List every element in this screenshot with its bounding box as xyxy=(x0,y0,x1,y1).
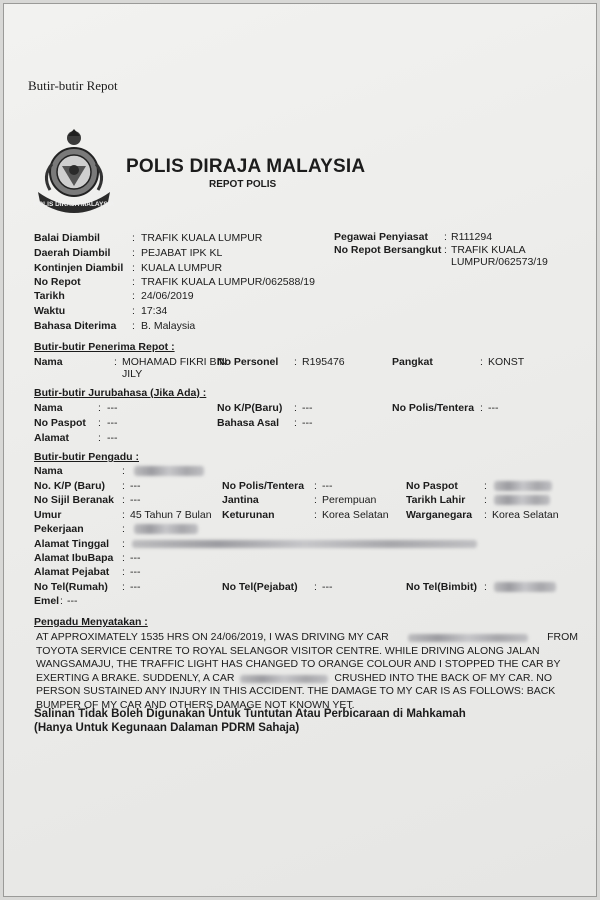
jurubahasa-nama-label: Nama xyxy=(34,402,63,414)
daerah-label: Daerah Diambil xyxy=(34,247,111,259)
colon: : xyxy=(122,509,125,521)
bahasa-label: Bahasa Diterima xyxy=(34,320,117,332)
colon: : xyxy=(114,356,117,368)
pengadu-jantina-label: Jantina xyxy=(222,494,259,506)
no-repot-label: No Repot xyxy=(34,276,81,288)
pengadu-umur-value: 45 Tahun 7 Bulan xyxy=(130,509,212,521)
colon: : xyxy=(314,494,317,506)
kontinjen-label: Kontinjen Diambil xyxy=(34,262,124,274)
tarikh-value: 24/06/2019 xyxy=(141,290,194,302)
colon: : xyxy=(132,320,135,332)
jurubahasa-bahasa-label: Bahasa Asal xyxy=(217,417,280,429)
pengadu-warganegara-value: Korea Selatan xyxy=(492,509,559,521)
colon: : xyxy=(98,432,101,444)
section-pengadu: Butir-butir Pengadu : xyxy=(34,451,139,463)
redacted-occupation xyxy=(134,524,198,534)
colon: : xyxy=(484,509,487,521)
redacted-birthdate xyxy=(494,495,550,505)
bersangkut-label: No Repot Bersangkut xyxy=(334,244,442,256)
bahasa-value: B. Malaysia xyxy=(141,320,196,332)
pengadu-sijil-value: --- xyxy=(130,494,141,506)
colon: : xyxy=(132,232,135,244)
jurubahasa-polis-label: No Polis/Tentera xyxy=(392,402,475,414)
redacted-plate xyxy=(408,634,528,642)
statement-text: CRUSHED INTO THE BACK OF MY CAR. NO xyxy=(334,671,553,684)
pengadu-telrumah-label: No Tel(Rumah) xyxy=(34,581,108,593)
pengadu-pekerjaan-label: Pekerjaan xyxy=(34,523,84,535)
pengadu-paspot-label: No Paspot xyxy=(406,480,458,492)
footer-notice-sub: (Hanya Untuk Kegunaan Dalaman PDRM Sahaja) xyxy=(34,722,300,734)
colon: : xyxy=(132,290,135,302)
colon: : xyxy=(98,417,101,429)
crest-banner-text: POLIS DIRAJA MALAYSIA xyxy=(33,201,115,208)
pengadu-tinggal-label: Alamat Tinggal xyxy=(34,538,110,550)
footer-notice: Salinan Tidak Boleh Digunakan Untuk Tuntutan Atau Perbicaraan di Mahkamah xyxy=(34,708,466,720)
colon: : xyxy=(444,244,447,256)
colon: : xyxy=(294,417,297,429)
pengadu-emel-label: Emel xyxy=(34,595,60,607)
pengadu-polis-value: --- xyxy=(322,480,333,492)
pengadu-polis-label: No Polis/Tentera xyxy=(222,480,305,492)
colon: : xyxy=(122,581,125,593)
tarikh-label: Tarikh xyxy=(34,290,65,302)
police-crest-icon xyxy=(32,126,116,218)
statement-text: FROM xyxy=(547,631,578,643)
pengadu-telrumah-value: --- xyxy=(130,581,141,593)
redacted-address xyxy=(132,540,477,548)
colon: : xyxy=(484,581,487,593)
colon: : xyxy=(484,480,487,492)
pengadu-keturunan-label: Keturunan xyxy=(222,509,275,521)
daerah-value: PEJABAT IPK KL xyxy=(141,247,223,259)
pengadu-emel-value: --- xyxy=(67,595,78,607)
penerima-nama-value-cont: JILY xyxy=(122,368,143,380)
redacted-name xyxy=(134,466,204,476)
statement-text: EXERTING A BRAKE. SUDDENLY, A CAR xyxy=(36,671,235,684)
pengadu-ibubapa-label: Alamat IbuBapa xyxy=(34,552,114,564)
pengadu-telpejabat-value: --- xyxy=(322,581,333,593)
colon: : xyxy=(294,402,297,414)
pengadu-ibubapa-value: --- xyxy=(130,552,141,564)
bersangkut-value: TRAFIK KUALA xyxy=(451,244,526,256)
penerima-nama-value: MOHAMAD FIKRI BIN xyxy=(122,356,228,368)
colon: : xyxy=(294,356,297,368)
bersangkut-value-cont: LUMPUR/062573/19 xyxy=(451,256,548,268)
statement-line xyxy=(36,672,578,686)
colon: : xyxy=(480,402,483,414)
statement-line: PERSON SUSTAINED ANY INJURY IN THIS ACCIDENT. THE DAMAGE TO MY CAR IS AS FOLLOWS: BACK xyxy=(36,685,556,698)
statement-body xyxy=(36,631,578,713)
waktu-label: Waktu xyxy=(34,305,66,317)
pengadu-warganegara-label: Warganegara xyxy=(406,509,473,521)
colon: : xyxy=(132,305,135,317)
jurubahasa-polis-value: --- xyxy=(488,402,499,414)
section-statement: Pengadu Menyatakan : xyxy=(34,616,148,628)
pangkat-label: Pangkat xyxy=(392,356,433,368)
colon: : xyxy=(122,538,125,550)
pengadu-nama-label: Nama xyxy=(34,465,63,477)
colon: : xyxy=(132,262,135,274)
jurubahasa-alamat-label: Alamat xyxy=(34,432,70,444)
page-title: POLIS DIRAJA MALAYSIA xyxy=(126,156,366,177)
pegawai-value: R111294 xyxy=(451,231,493,243)
colon: : xyxy=(122,566,125,578)
pengadu-telbimbit-label: No Tel(Bimbit) xyxy=(406,581,477,593)
page-subtitle: REPOT POLIS xyxy=(209,179,277,190)
report-page xyxy=(3,3,597,897)
jurubahasa-kp-label: No K/P(Baru) xyxy=(217,402,283,414)
pengadu-pejabat-label: Alamat Pejabat xyxy=(34,566,110,578)
colon: : xyxy=(314,480,317,492)
balai-value: TRAFIK KUALA LUMPUR xyxy=(141,232,263,244)
jurubahasa-paspot-label: No Paspot xyxy=(34,417,86,429)
pengadu-kp-value: --- xyxy=(130,480,141,492)
pengadu-lahir-label: Tarikh Lahir xyxy=(406,494,466,506)
statement-line xyxy=(36,631,578,645)
colon: : xyxy=(132,276,135,288)
personel-label: No Personel xyxy=(217,356,279,368)
no-repot-value: TRAFIK KUALA LUMPUR/062588/19 xyxy=(141,276,315,288)
pengadu-sijil-label: No Sijil Beranak xyxy=(34,494,114,506)
colon: : xyxy=(122,523,125,535)
personel-value: R195476 xyxy=(302,356,345,368)
redacted-mobile xyxy=(494,582,556,592)
colon: : xyxy=(122,552,125,564)
balai-label: Balai Diambil xyxy=(34,232,100,244)
colon: : xyxy=(98,402,101,414)
pegawai-label: Pegawai Penyiasat xyxy=(334,231,428,243)
colon: : xyxy=(484,494,487,506)
pengadu-umur-label: Umur xyxy=(34,509,62,521)
redacted-plate xyxy=(240,675,328,683)
colon: : xyxy=(132,247,135,259)
redacted-passport xyxy=(494,481,552,491)
jurubahasa-nama-value: --- xyxy=(107,402,118,414)
section-jurubahasa: Butir-butir Jurubahasa (Jika Ada) : xyxy=(34,387,207,399)
section-penerima: Butir-butir Penerima Repot : xyxy=(34,341,175,353)
colon: : xyxy=(122,494,125,506)
pangkat-value: KONST xyxy=(488,356,525,368)
waktu-value: 17:34 xyxy=(141,305,168,317)
pengadu-jantina-value: Perempuan xyxy=(322,494,377,506)
statement-line: TOYOTA SERVICE CENTRE TO ROYAL SELANGOR VISITOR CENTRE. WHILE DRIVING ALONG JALAN xyxy=(36,644,540,657)
jurubahasa-alamat-value: --- xyxy=(107,432,118,444)
colon: : xyxy=(122,480,125,492)
jurubahasa-kp-value: --- xyxy=(302,402,313,414)
pengadu-kp-label: No. K/P (Baru) xyxy=(34,480,105,492)
pengadu-pejabat-value: --- xyxy=(130,566,141,578)
colon: : xyxy=(314,509,317,521)
page-header-label: Butir-butir Repot xyxy=(28,78,118,93)
pengadu-telpejabat-label: No Tel(Pejabat) xyxy=(222,581,298,593)
statement-line: BUMPER OF MY CAR AND OTHERS DAMAGE NOT KNOWN YET. xyxy=(36,698,355,711)
pengadu-keturunan-value: Korea Selatan xyxy=(322,509,389,521)
colon: : xyxy=(122,465,125,477)
jurubahasa-bahasa-value: --- xyxy=(302,417,313,429)
colon: : xyxy=(60,595,63,607)
colon: : xyxy=(314,581,317,593)
statement-line: WANGSAMAJU, THE TRAFFIC LIGHT HAS CHANGED TO ORANGE COLOUR AND I STOPPED THE CAR BY xyxy=(36,658,561,671)
colon: : xyxy=(480,356,483,368)
penerima-nama-label: Nama xyxy=(34,356,63,368)
kontinjen-value: KUALA LUMPUR xyxy=(141,262,223,274)
colon: : xyxy=(444,231,447,243)
jurubahasa-paspot-value: --- xyxy=(107,417,118,429)
statement-text: AT APPROXIMATELY 1535 HRS ON 24/06/2019, I WAS DRIVING MY CAR xyxy=(36,631,389,643)
